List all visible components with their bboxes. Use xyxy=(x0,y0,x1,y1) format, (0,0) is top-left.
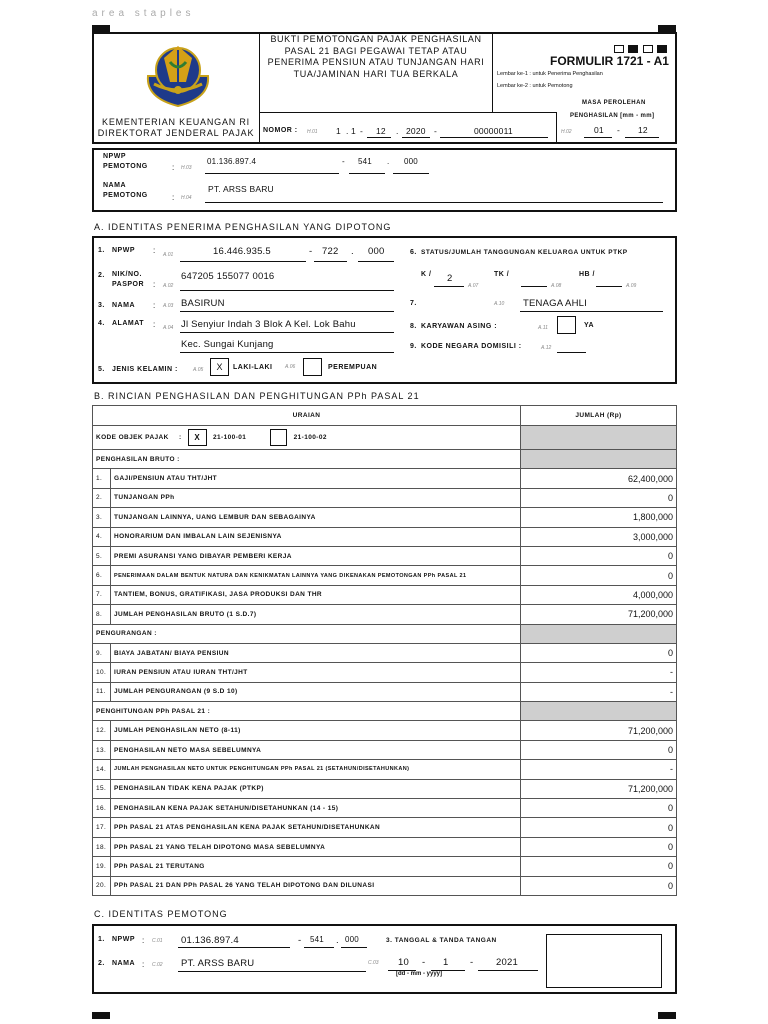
perhitungan-header: PENGHITUNGAN PPh PASAL 21 : xyxy=(93,702,521,721)
row-number: 6. xyxy=(93,566,111,585)
section-b-title: B. RINCIAN PENGHASILAN DAN PENGHITUNGAN PPh PASAL 21 xyxy=(94,391,420,401)
row-label: TANTIEM, BONUS, GRATIFIKASI, JASA PRODUKSI DAN THR xyxy=(111,585,521,604)
row-amount[interactable]: 0 xyxy=(521,799,677,818)
row-amount[interactable]: 1,800,000 xyxy=(521,508,677,527)
status-ptkp-label: STATUS/JUMLAH TANGGUNGAN KELUARGA UNTUK PTKP xyxy=(421,249,628,256)
date-year: 2021 xyxy=(496,957,518,968)
table-row xyxy=(93,799,677,818)
row-number: 10. xyxy=(93,663,111,682)
row-number: 9. xyxy=(93,643,111,662)
table-row xyxy=(93,857,677,876)
row-number: 8. xyxy=(93,605,111,624)
nomor-1: 1 xyxy=(336,126,341,136)
ttd-label: 3. TANGGAL & TANDA TANGAN xyxy=(386,937,497,944)
row-amount[interactable]: 0 xyxy=(521,740,677,759)
row-number: 2. xyxy=(93,488,111,507)
row-amount[interactable]: 0 xyxy=(521,876,677,895)
perempuan-checkbox[interactable] xyxy=(303,358,322,376)
kode-objek-row: KODE OBJEK PAJAK : X 21-100-01 21-100-02 xyxy=(93,426,521,450)
row-label: PPh PASAL 21 DAN PPh PASAL 26 YANG TELAH DIPOTONG DAN DILUNASI xyxy=(111,876,521,895)
lembar-2: Lembar ke-2 : untuk Pemotong xyxy=(497,83,573,89)
row-number: 19. xyxy=(93,857,111,876)
row-label: BIAYA JABATAN/ BIAYA PENSIUN xyxy=(111,643,521,662)
row-number: 15. xyxy=(93,779,111,798)
table-row xyxy=(93,546,677,565)
nama-penerima: BASIRUN xyxy=(181,298,225,309)
table-row xyxy=(93,566,677,585)
npwp-penerima-1: 16.446.935.5 xyxy=(213,246,271,257)
row-label: PPh PASAL 21 TERUTANG xyxy=(111,857,521,876)
row-number: 1. xyxy=(93,469,111,488)
nomor-2: 1 xyxy=(351,126,356,136)
row-number: 4. xyxy=(93,527,111,546)
table-row xyxy=(93,876,677,895)
k-value: 2 xyxy=(447,273,453,284)
row-label: HONORARIUM DAN IMBALAN LAIN SEJENISNYA xyxy=(111,527,521,546)
row-number: 20. xyxy=(93,876,111,895)
row-amount[interactable]: 0 xyxy=(521,566,677,585)
row-number: 17. xyxy=(93,818,111,837)
row-label: PENGHASILAN TIDAK KENA PAJAK (PTKP) xyxy=(111,779,521,798)
npwp-pemotong-2: 541 xyxy=(358,157,372,166)
section-c-title: C. IDENTITAS PEMOTONG xyxy=(94,909,228,919)
section-a-box xyxy=(92,236,677,384)
row-label: JUMLAH PENGURANGAN (9 S.D 10) xyxy=(111,682,521,701)
kode-21-100-02-checkbox[interactable] xyxy=(270,429,287,446)
watermark-text: area staples xyxy=(92,8,195,19)
nomor-4: 2020 xyxy=(406,126,426,136)
masa-format: PENGHASILAN [mm - mm] xyxy=(570,113,655,119)
npwp-penerima-3: 000 xyxy=(368,246,385,257)
row-label: PENGHASILAN NETO MASA SEBELUMNYA xyxy=(111,740,521,759)
row-number: 11. xyxy=(93,682,111,701)
table-row xyxy=(93,760,677,779)
row-number: 7. xyxy=(93,585,111,604)
table-row xyxy=(93,837,677,856)
row-label: PPh PASAL 21 ATAS PENGHASILAN KENA PAJAK SETAHUN/DISETAHUNKAN xyxy=(111,818,521,837)
nomor-5: 00000011 xyxy=(474,126,513,136)
row-amount[interactable]: 0 xyxy=(521,837,677,856)
row-amount[interactable]: - xyxy=(521,663,677,682)
rincian-table: URAIAN JUMLAH (Rp) KODE OBJEK PAJAK : X 21-100-01 21-100-02 PENGHASILAN BRUTO : 1. GAJI/PENSIUN ATAU THT/JHT 62,400,000 2. TUNJANGAN PPh 0 3. TUNJANGAN LAINNYA, UANG LEMBUR DAN SEBAGAINYA 1,800,000 4. HONORARIUM DAN IMBALAN LAIN SEJENISNYA 3,000,000 5. PREMI ASURANSI YANG DIBAYAR PEMBERI KERJA 0 6. PENERIMAAN DALAM BENTUK NATURA DAN KENIKMATAN LAINNYA YANG DIKENAKAN PEMOTONGAN PPh PASAL 21 0 7. TANTIEM, BONUS, GRATIFIKASI, JASA PRODUKSI DAN THR 4,000,000 8. JUMLAH PENGHASILAN BRUTO (1 S.D.7) 71,200,000 PENGURANGAN : 9. BIAYA JABATAN/ BIAYA PENSIUN 0 10. IURAN PENSIUN ATAU IURAN THT/JHT - 11. JUMLAH PENGURANGAN (9 S.D 10) - PENGHITUNGAN PPh PASAL 21 : 12. JUMLAH PENGHASILAN NETO (8-11) 71,200,000 13. PENGHASILAN NETO MASA SEBELUMNYA 0 14. JUMLAH PENGHASILAN NETO UNTUK PENGHITUNGAN PPh PASAL 21 (SETAHUN/DISETAHUNKAN) - 15. PENGHASILAN TIDAK KENA PAJAK (PTKP) 71,200,000 16. PENGHASILAN KENA PAJAK SETAHUN/DISETAHUNKAN (14 - 15) 0 17. PPh PASAL 21 ATAS PENGHASILAN KENA PAJAK SETAHUN/DISETAHUNKAN 0 18. PPh PASAL 21 YANG TELAH DIPOTONG MASA SEBELUMNYA 0 19. PPh PASAL 21 TERUTANG 0 20. PPh PASAL 21 DAN PPh PASAL 26 YANG TELAH DIPOTONG DAN DILUNASI 0 xyxy=(92,405,677,896)
row-amount[interactable]: 3,000,000 xyxy=(521,527,677,546)
form-title: BUKTI PEMOTONGAN PAJAK PENGHASILAN PASAL 21 BAGI PEGAWAI TETAP ATAU PENERIMA PENSIUN ATAU TUNJANGAN HARI TUA/JAMINAN HARI TUA BERKALA xyxy=(267,34,485,79)
nama-pemotong: PT. ARSS BARU xyxy=(208,184,274,194)
nomor-label: NOMOR : xyxy=(263,127,298,134)
registration-mark xyxy=(658,1012,676,1019)
row-number: 3. xyxy=(93,508,111,527)
row-label: JUMLAH PENGHASILAN NETO (8-11) xyxy=(111,721,521,740)
row-amount[interactable]: 0 xyxy=(521,643,677,662)
laki-laki-checkbox[interactable]: X xyxy=(210,358,229,376)
date-format: [dd - mm - yyyy] xyxy=(396,971,443,977)
karyawan-asing-checkbox[interactable] xyxy=(557,316,576,334)
table-row xyxy=(93,643,677,662)
table-row xyxy=(93,682,677,701)
row-amount[interactable]: 4,000,000 xyxy=(521,585,677,604)
table-row xyxy=(93,469,677,488)
row-number: 14. xyxy=(93,760,111,779)
row-number: 5. xyxy=(93,546,111,565)
row-label: PPh PASAL 21 YANG TELAH DIPOTONG MASA SEBELUMNYA xyxy=(111,837,521,856)
masa-to: 12 xyxy=(638,125,648,135)
table-row xyxy=(93,721,677,740)
row-amount[interactable]: 0 xyxy=(521,488,677,507)
registration-mark xyxy=(92,1012,110,1019)
nama-pemotong-label: NAMA PEMOTONG xyxy=(103,182,148,199)
nama-pemotong-c: PT. ARSS BARU xyxy=(181,958,255,969)
npwp-pemotong-3: 000 xyxy=(404,157,418,166)
section-a-title: A. IDENTITAS PENERIMA PENGHASILAN YANG DIPOTONG xyxy=(94,222,392,232)
table-row xyxy=(93,740,677,759)
row-amount[interactable]: 71,200,000 xyxy=(521,721,677,740)
table-row xyxy=(93,488,677,507)
row-amount[interactable]: - xyxy=(521,682,677,701)
table-row xyxy=(93,527,677,546)
row-label: PREMI ASURANSI YANG DIBAYAR PEMBERI KERJA xyxy=(111,546,521,565)
row-amount[interactable]: 0 xyxy=(521,857,677,876)
table-row xyxy=(93,585,677,604)
npwp-pemotong-c-3: 000 xyxy=(345,935,359,944)
row-label: PENERIMAAN DALAM BENTUK NATURA DAN KENIKMATAN LAINNYA YANG DIKENAKAN PEMOTONGAN PPh PASAL 21 xyxy=(111,566,521,585)
djp-logo xyxy=(140,38,216,110)
kode-21-100-01-checkbox[interactable]: X xyxy=(188,429,207,446)
table-row xyxy=(93,663,677,682)
row-label: TUNJANGAN LAINNYA, UANG LEMBUR DAN SEBAGAINYA xyxy=(111,508,521,527)
table-row xyxy=(93,818,677,837)
npwp-pemotong-label: NPWP PEMOTONG xyxy=(103,153,148,170)
row-number: 16. xyxy=(93,799,111,818)
row-label: PENGHASILAN KENA PAJAK SETAHUN/DISETAHUNKAN (14 - 15) xyxy=(111,799,521,818)
row-label: IURAN PENSIUN ATAU IURAN THT/JHT xyxy=(111,663,521,682)
row-number: 12. xyxy=(93,721,111,740)
row-number: 13. xyxy=(93,740,111,759)
nomor-3: 12 xyxy=(376,126,386,136)
row-label: TUNJANGAN PPh xyxy=(111,488,521,507)
signature-box[interactable] xyxy=(546,934,662,988)
date-month: 1 xyxy=(443,957,449,968)
npwp-pemotong-1: 01.136.897.4 xyxy=(207,157,257,166)
row-label: GAJI/PENSIUN ATAU THT/JHT xyxy=(111,469,521,488)
table-row xyxy=(93,605,677,624)
ministry-text: KEMENTERIAN KEUANGAN RI DIREKTORAT JENDERAL PAJAK xyxy=(97,117,255,138)
row-amount[interactable]: 71,200,000 xyxy=(521,779,677,798)
row-label: JUMLAH PENGHASILAN NETO UNTUK PENGHITUNGAN PPh PASAL 21 (SETAHUN/DISETAHUNKAN) xyxy=(111,760,521,779)
pengurangan-header: PENGURANGAN : xyxy=(93,624,521,643)
row-amount[interactable]: 0 xyxy=(521,546,677,565)
alamat-line-2: Kec. Sungai Kunjang xyxy=(181,339,274,350)
row-label: JUMLAH PENGHASILAN BRUTO (1 S.D.7) xyxy=(111,605,521,624)
masa-label: MASA PEROLEHAN xyxy=(582,100,646,106)
row-amount[interactable]: - xyxy=(521,760,677,779)
table-row xyxy=(93,779,677,798)
registration-mark xyxy=(92,25,110,32)
npwp-pemotong-c-2: 541 xyxy=(310,935,324,944)
alamat-line-1: Jl Senyiur Indah 3 Blok A Kel. Lok Bahu xyxy=(181,319,356,330)
bruto-header: PENGHASILAN BRUTO : xyxy=(93,450,521,469)
row-number: 18. xyxy=(93,837,111,856)
registration-mark xyxy=(658,25,676,32)
nik-label: NIK/NO. PASPOR xyxy=(112,271,145,288)
table-row xyxy=(93,508,677,527)
row-amount[interactable]: 71,200,000 xyxy=(521,605,677,624)
jabatan: TENAGA AHLI xyxy=(523,298,587,309)
date-day: 10 xyxy=(398,957,409,968)
npwp-penerima-2: 722 xyxy=(322,246,339,257)
npwp-pemotong-c-1: 01.136.897.4 xyxy=(181,935,239,946)
row-amount[interactable]: 0 xyxy=(521,818,677,837)
lembar-1: Lembar ke-1 : untuk Penerima Penghasilan xyxy=(497,71,603,77)
form-name: FORMULIR 1721 - A1 xyxy=(550,54,669,68)
row-amount[interactable]: 62,400,000 xyxy=(521,469,677,488)
masa-from: 01 xyxy=(594,125,604,135)
nik-value: 647205 155077 0016 xyxy=(181,271,275,282)
